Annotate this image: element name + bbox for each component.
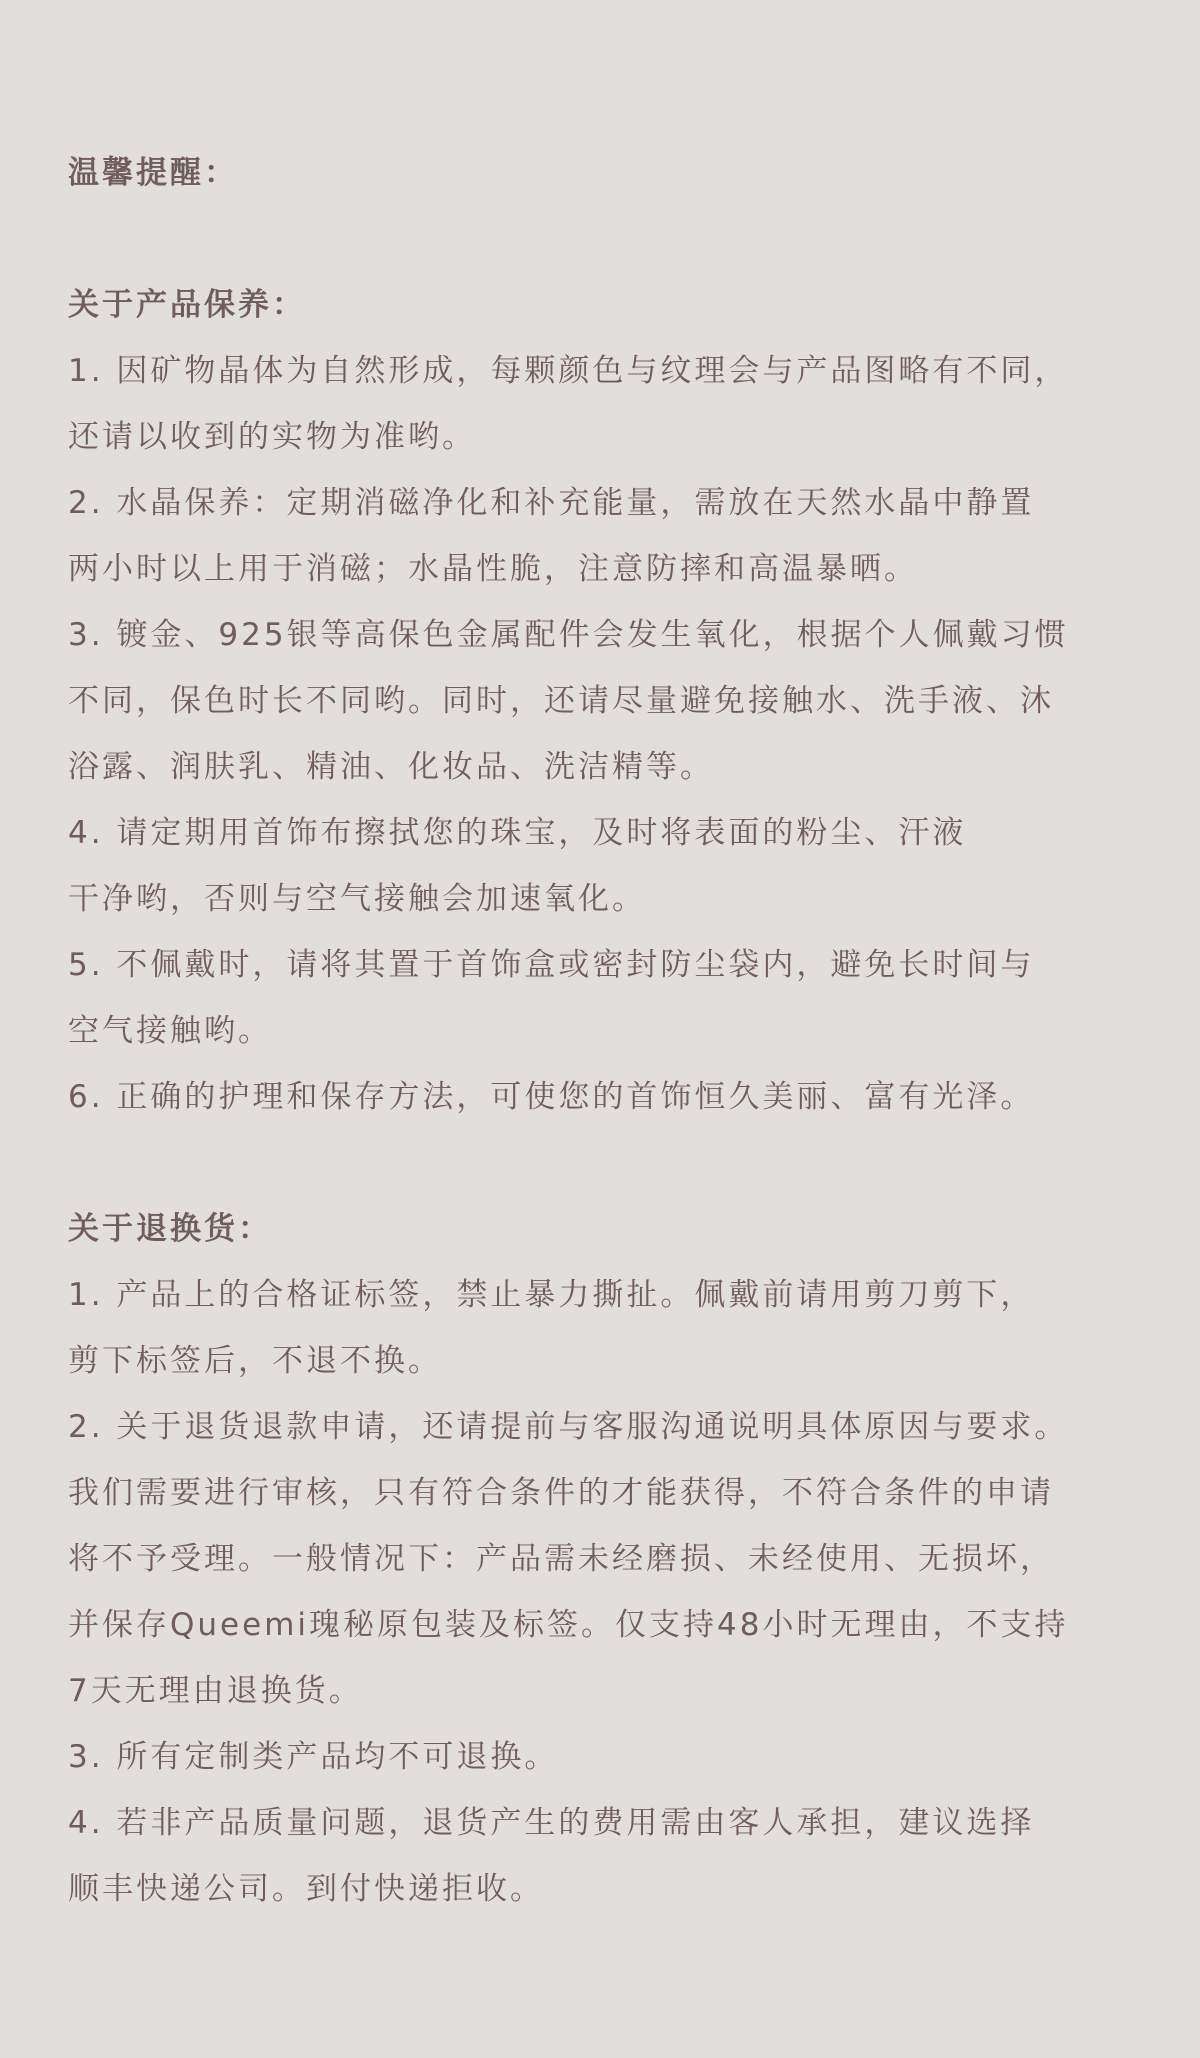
care-line: 两小时以上用于消磁；水晶性脆，注意防摔和高温暴晒。 [68, 551, 918, 587]
returns-heading: 关于退换货： [68, 1211, 272, 1247]
care-line: 不同，保色时长不同哟。同时，还请尽量避免接触水、洗手液、沐 [68, 683, 1054, 719]
care-line: 干净哟，否则与空气接触会加速氧化。 [68, 881, 646, 917]
care-line: 3. 镀金、925银等高保色金属配件会发生氧化，根据个人佩戴习惯 [68, 617, 1069, 653]
care-line: 空气接触哟。 [68, 1013, 272, 1049]
care-line: 还请以收到的实物为准哟。 [68, 419, 476, 455]
returns-line: 并保存Queemi瑰秘原包装及标签。仅支持48小时无理由，不支持 [68, 1607, 1069, 1643]
returns-line: 将不予受理。一般情况下：产品需未经磨损、未经使用、无损坏， [68, 1541, 1054, 1577]
care-line: 4. 请定期用首饰布擦拭您的珠宝，及时将表面的粉尘、汗液 [68, 815, 967, 851]
care-heading: 关于产品保养： [68, 287, 306, 323]
returns-line: 7天无理由退换货。 [68, 1673, 363, 1709]
returns-line: 我们需要进行审核，只有符合条件的才能获得，不符合条件的申请 [68, 1475, 1054, 1511]
returns-line: 2. 关于退货退款申请，还请提前与客服沟通说明具体原因与要求。 [68, 1409, 1069, 1445]
care-list [68, 338, 1148, 1130]
spacer [68, 206, 1148, 272]
care-line: 1. 因矿物晶体为自然形成，每颗颜色与纹理会与产品图略有不同， [68, 353, 1069, 389]
notice-title: 温馨提醒： [68, 155, 238, 191]
care-line: 5. 不佩戴时，请将其置于首饰盒或密封防尘袋内，避免长时间与 [68, 947, 1035, 983]
notice-content [68, 140, 1148, 1922]
returns-line: 顺丰快递公司。到付快递拒收。 [68, 1871, 544, 1907]
returns-line: 3. 所有定制类产品均不可退换。 [68, 1739, 559, 1775]
returns-line: 剪下标签后，不退不换。 [68, 1343, 442, 1379]
care-line: 2. 水晶保养：定期消磁净化和补充能量，需放在天然水晶中静置 [68, 485, 1035, 521]
returns-line: 1. 产品上的合格证标签，禁止暴力撕扯。佩戴前请用剪刀剪下， [68, 1277, 1035, 1313]
returns-line: 4. 若非产品质量问题，退货产生的费用需由客人承担，建议选择 [68, 1805, 1035, 1841]
care-line: 6. 正确的护理和保存方法，可使您的首饰恒久美丽、富有光泽。 [68, 1079, 1035, 1115]
care-line: 浴露、润肤乳、精油、化妆品、洗洁精等。 [68, 749, 714, 785]
returns-list [68, 1262, 1148, 1922]
spacer [68, 1130, 1148, 1196]
